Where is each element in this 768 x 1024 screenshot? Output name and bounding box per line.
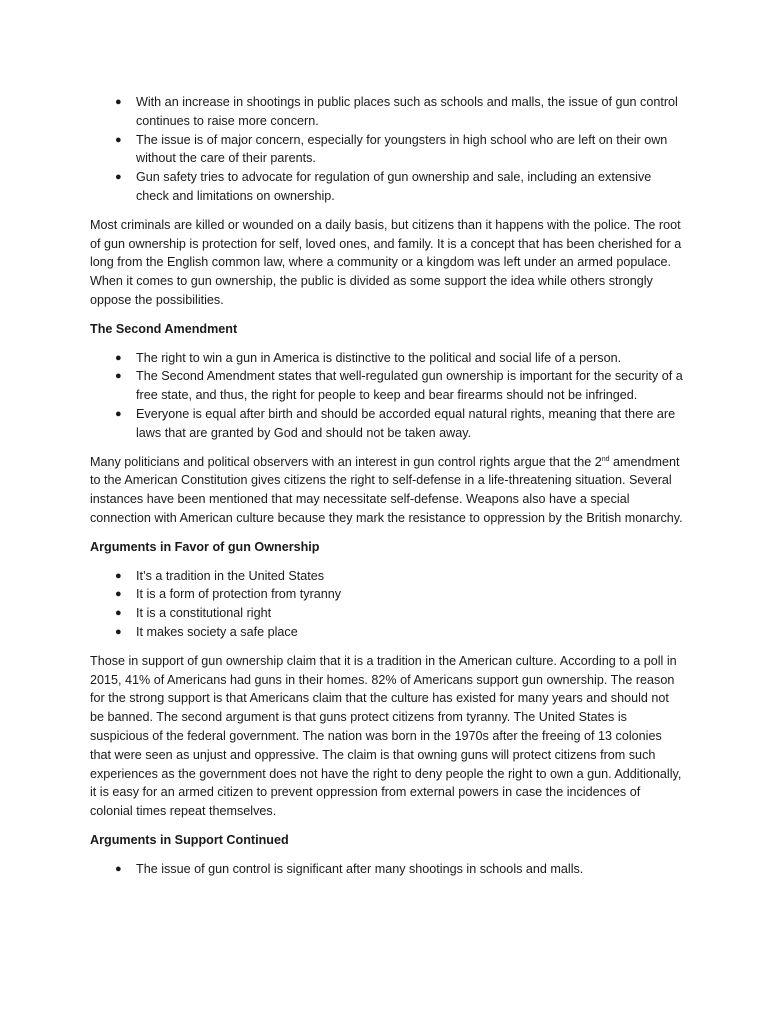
bullet-list-second-amendment: [90, 349, 686, 443]
bullet-icon: ●: [115, 96, 122, 108]
bullet-icon: ●: [115, 569, 122, 582]
bullet-list-intro: [90, 93, 686, 206]
list-item: ● It is a constitutional right: [90, 604, 686, 623]
bullet-icon: ●: [115, 588, 122, 601]
list-item: ● It makes society a safe place: [90, 623, 686, 642]
paragraph-self-defense: Many politicians and political observers with an interest in gun control rights argue that the 2nd amendment to the American Constitution gives citizens the right to self-defense in a life-threatening situation. Several instances have been mentioned that may necessitate self-defense. Weapons also have a special connection with American culture because they mark the resistance to oppression by the British monarchy.: [90, 454, 683, 525]
list-item: ● It’s a tradition in the United States: [90, 567, 686, 586]
list-item: ● The issue of gun control is significant after many shootings in schools and malls.: [90, 860, 686, 879]
bullet-icon: ●: [115, 607, 122, 620]
bullet-icon: ●: [115, 133, 122, 146]
list-item: ● The issue is of major concern, especially for youngsters in high school who are left on their own without the care of their parents.: [115, 132, 668, 166]
list-item: ● The right to win a gun in America is distinctive to the political and social life of a person.: [90, 349, 686, 368]
bullet-icon: ●: [115, 351, 122, 364]
heading-arguments-in-favor: Arguments in Favor of gun Ownership: [90, 539, 320, 554]
paragraph-gun-ownership-roots: Most criminals are killed or wounded on a daily basis, but citizens than it happens with the police. The root of gun ownership is protection for self, loved ones, and family. It is a concept that has been cherished for a long from the English common law, where a community or a kingdom was left under an armed populace. When it comes to gun ownership, the public is divided as some support the idea while others strongly oppose the possibilities.: [90, 217, 682, 307]
heading-second-amendment: The Second Amendment: [90, 321, 238, 336]
bullet-icon: ●: [115, 862, 122, 875]
bullet-list-arguments: [90, 567, 686, 642]
bullet-icon: ●: [115, 407, 122, 420]
bullet-icon: ●: [115, 625, 122, 638]
heading-arguments-continued: Arguments in Support Continued: [90, 832, 289, 847]
list-item: ● It is a form of protection from tyranny: [90, 585, 686, 604]
list-item: ● Gun safety tries to advocate for regulation of gun ownership and sale, including an extensive check and limitations on ownership.: [115, 170, 652, 203]
bullet-icon: ●: [115, 370, 122, 383]
list-item: ● With an increase in shootings in public places such as schools and malls, the issue of gun control continues to raise more concern.: [115, 95, 678, 128]
list-item: ● The Second Amendment states that well-regulated gun ownership is important for the security of a free state, and thus, the right for people to keep and bear firearms should not be infringed.: [115, 369, 683, 403]
paragraph-support-tradition: Those in support of gun ownership claim that it is a tradition in the American culture. According to a poll in 2015, 41% of Americans had guns in their homes. 82% of Americans support gun ownership. The reason for the strong support is that Americans claim that the culture has existed for many years and should not be banned. The second argument is that guns protect citizens from tyranny. The United States is suspicious of the federal government. The nation was born in the 1970s after the freeing of 13 colonies that were seen as unjust and oppressive. The claim is that owning guns will protect citizens from such experiences as the government does not have the right to deny people the right to own a gun. Additionally, it is easy for an armed citizen to prevent oppression from external powers in case the incidences of colonial times repeat themselves.: [90, 653, 682, 819]
list-item: ● Everyone is equal after birth and should be accorded equal natural rights, meaning that there are laws that are granted by God and should not be taken away.: [115, 406, 676, 440]
bullet-icon: ●: [115, 171, 122, 184]
bullet-list-continued: [90, 860, 686, 879]
